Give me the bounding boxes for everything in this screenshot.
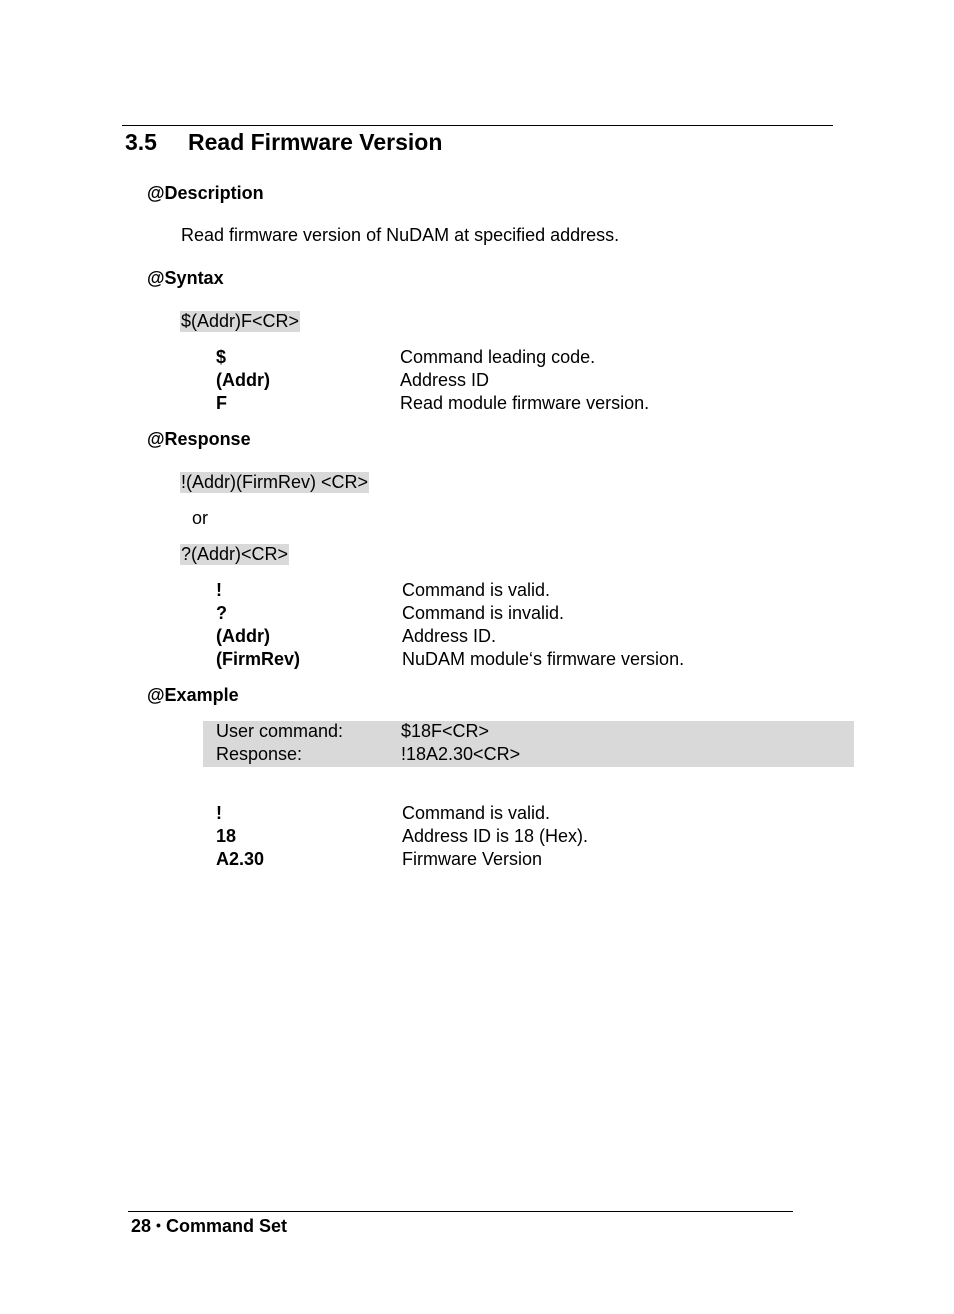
description-text: Read firmware version of NuDAM at specified address. xyxy=(181,225,620,245)
response-param-desc: Address ID. xyxy=(402,626,497,646)
response-valid: !(Addr)(FirmRev) <CR> xyxy=(181,472,369,492)
example-param-desc: Command is valid. xyxy=(402,803,551,823)
response-param-term: (Addr) xyxy=(216,626,270,646)
syntax-heading: @Syntax xyxy=(147,268,224,288)
example-row-value: $18F<CR> xyxy=(401,721,490,741)
page-number: 28 xyxy=(131,1216,152,1236)
example-heading: @Example xyxy=(147,685,239,705)
example-param-desc: Firmware Version xyxy=(402,849,543,869)
example-param-term: ! xyxy=(216,803,222,823)
syntax-param-term: $ xyxy=(216,347,227,367)
response-heading: @Response xyxy=(147,429,251,449)
section-number: 3.5 xyxy=(125,129,157,155)
syntax-param-desc: Address ID xyxy=(400,370,490,390)
syntax-command: $(Addr)F<CR> xyxy=(181,311,300,331)
example-param-desc: Address ID is 18 (Hex). xyxy=(402,826,589,846)
response-or: or xyxy=(192,508,209,528)
page-footer xyxy=(131,1216,287,1237)
description-heading: @Description xyxy=(147,183,264,203)
example-row-value: !18A2.30<CR> xyxy=(401,744,521,764)
example-row-label: Response: xyxy=(216,744,303,764)
response-param-desc: Command is invalid. xyxy=(402,603,565,623)
syntax-param-term: F xyxy=(216,393,227,413)
footer-bullet: • xyxy=(156,1217,161,1233)
response-param-term: ? xyxy=(216,603,227,623)
response-param-desc: Command is valid. xyxy=(402,580,551,600)
footer-chapter: Command Set xyxy=(165,1216,287,1236)
response-param-term: (FirmRev) xyxy=(216,649,301,669)
syntax-param-term: (Addr) xyxy=(216,370,270,390)
syntax-param-desc: Read module firmware version. xyxy=(400,393,650,413)
header-rule xyxy=(122,125,833,126)
example-row-label: User command: xyxy=(216,721,344,741)
response-invalid: ?(Addr)<CR> xyxy=(181,544,289,564)
response-param-term: ! xyxy=(216,580,222,600)
response-param-desc: NuDAM module‘s firmware version. xyxy=(402,649,685,669)
example-param-term: A2.30 xyxy=(216,849,265,869)
syntax-param-desc: Command leading code. xyxy=(400,347,596,367)
footer-rule xyxy=(128,1211,793,1212)
section-title: Read Firmware Version xyxy=(188,129,443,155)
example-param-term: 18 xyxy=(216,826,237,846)
